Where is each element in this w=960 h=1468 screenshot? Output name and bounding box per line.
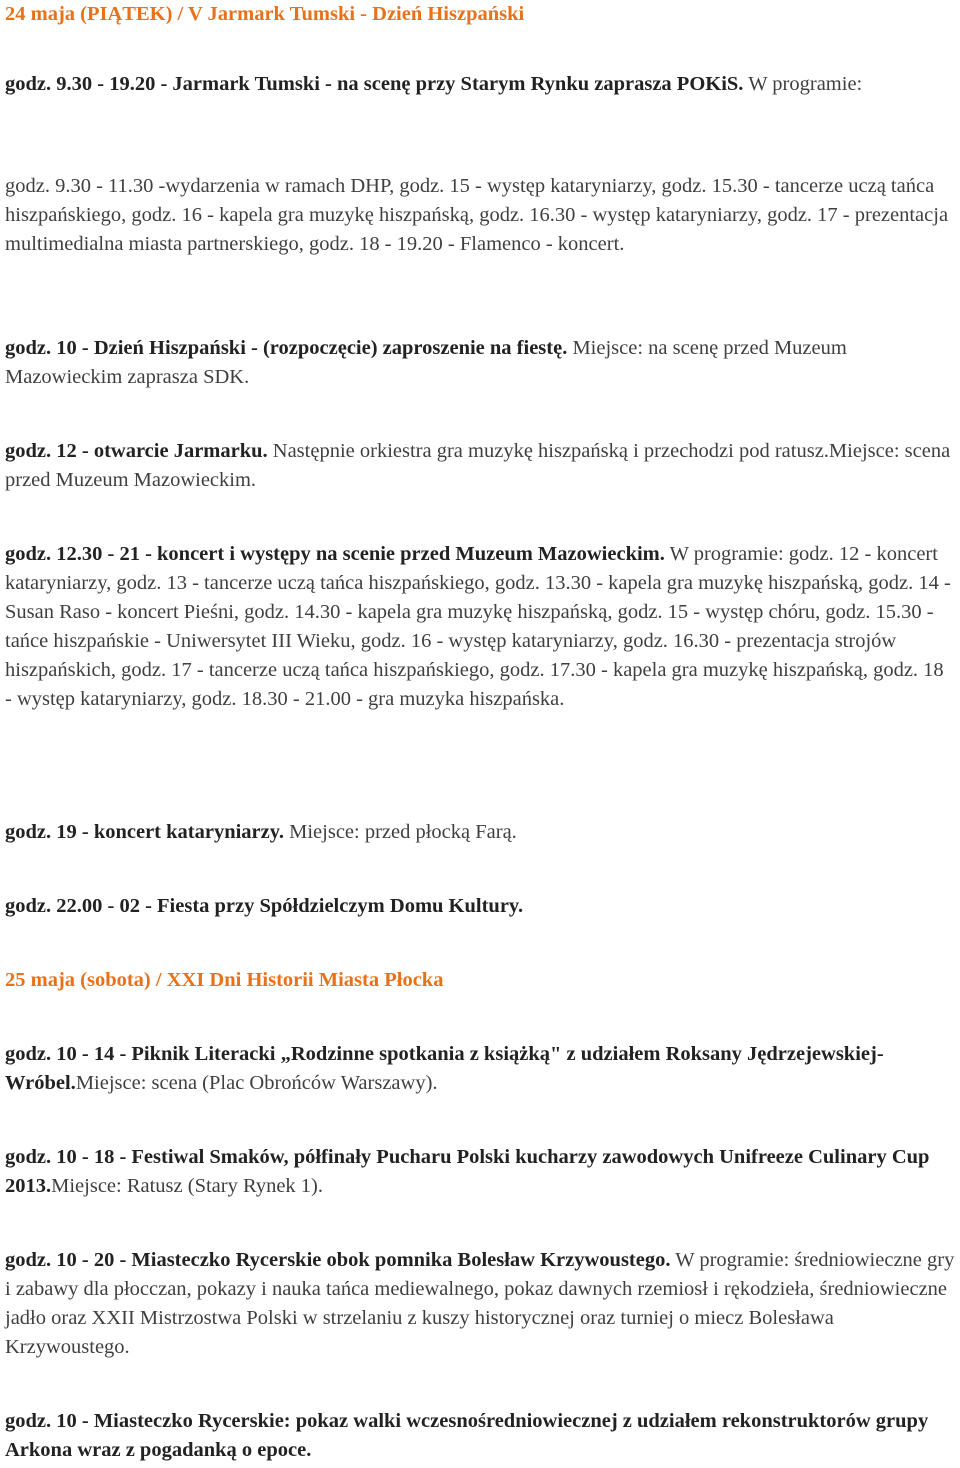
paragraph-text: W programie: godz. 12 - koncert kataryniarzy, godz. 13 - tancerze uczą tańca hiszpańskiego, godz. 13.30 - kapela gra muzykę hiszpańską, godz. 14 - Susan Raso - koncert Pieśni, godz. 14.30 - kapela gra muzykę hiszpańską, godz. 15 - występ chóru, godz. 15.30 -tańce hiszpańskie - Uniwersytet III Wieku, godz. 16 - występ kataryniarzy, godz. 16.30 - prezentacja strojów hiszpańskich, godz. 17 - tancerze uczą tańca hiszpańskiego, godz. 17.30 - kapela gra muzykę hiszpańską, godz. 18 - występ kataryniarzy, godz. 18.30 - 21.00 - gra muzyka hiszpańska.	[5, 543, 951, 710]
paragraph-text: W programie: średniowieczne gry i zabawy dla płocczan, pokazy i nauka tańca mediewalnego, pokaz dawnych rzemiosł i rękodzieła, średniowieczne jadło oraz XXII Mistrzostwa Polski w strzelaniu z kuszy historycznej oraz turniej o miecz Bolesława Krzywoustego.	[5, 1249, 955, 1358]
paragraph-bold: godz. 12.30 - 21 - koncert i występy na scenie przed Muzeum Mazowieckim.	[5, 543, 665, 565]
paragraph-piknik-literacki	[5, 1040, 955, 1098]
heading-may-25: 25 maja (sobota) / XXI Dni Historii Miasta Płocka	[5, 969, 444, 991]
paragraph-text: Miejsce: scena (Plac Obrońców Warszawy).	[75, 1072, 438, 1094]
paragraph-bold: godz. 10 - Miasteczko Rycerskie: pokaz walki wczesnośredniowiecznej z udziałem rekonstruktorów grupy Arkona wraz z pogadanką o epoce.	[5, 1410, 929, 1461]
paragraph-festiwal-smakow	[5, 1143, 955, 1201]
paragraph-bold: godz. 22.00 - 02 - Fiesta przy Spółdzielczym Domu Kultury.	[5, 895, 524, 917]
paragraph-dhp-program: godz. 9.30 - 11.30 -wydarzenia w ramach DHP, godz. 15 - występ kataryniarzy, godz. 15.30 - tancerze uczą tańca hiszpańskiego, godz. 16 - kapela gra muzykę hiszpańską, godz. 16.30 - występ kataryniarzy, godz. 17 - prezentacja multimedialna miasta partnerskiego, godz. 18 - 19.20 - Flamenco - koncert.	[5, 175, 949, 255]
paragraph-text: Miejsce: na scenę przed Muzeum Mazowieckim zaprasza SDK.	[5, 337, 847, 388]
paragraph-bold: godz. 9.30 - 19.20 - Jarmark Tumski - na scenę przy Starym Rynku zaprasza POKiS.	[5, 73, 744, 95]
paragraph-koncert-kataryniarzy	[5, 818, 955, 847]
paragraph-bold: godz. 10 - 18 - Festiwal Smaków, półfinały Pucharu Polski kucharzy zawodowych Unifreeze Culinary Cup 2013.	[5, 1146, 930, 1197]
paragraph-otwarcie-jarmarku	[5, 437, 955, 495]
paragraph-pokaz-walki	[5, 1407, 955, 1465]
paragraph-fiesta	[5, 892, 955, 921]
paragraph-dzien-hiszpanski	[5, 334, 955, 392]
paragraph-jarmark-tumski	[5, 70, 955, 99]
paragraph-bold: godz. 10 - 20 - Miasteczko Rycerskie obok pomnika Bolesław Krzywoustego.	[5, 1249, 671, 1271]
paragraph-text: W programie:	[743, 73, 863, 95]
paragraph-text: Miejsce: przed płocką Farą.	[284, 821, 517, 843]
paragraph-bold: godz. 19 - koncert kataryniarzy.	[5, 821, 284, 843]
paragraph-text: Następnie orkiestra gra muzykę hiszpańską i przechodzi pod ratusz.Miejsce: scena przed Muzeum Mazowieckim.	[5, 440, 951, 491]
paragraph-koncert-muzeum	[5, 540, 955, 714]
paragraph-miasteczko-rycerskie	[5, 1246, 955, 1362]
heading-may-24: 24 maja (PIĄTEK) / V Jarmark Tumski - Dzień Hiszpański	[5, 3, 525, 25]
paragraph-bold: godz. 12 - otwarcie Jarmarku.	[5, 440, 268, 462]
paragraph-bold: godz. 10 - 14 - Piknik Literacki „Rodzinne spotkania z książką" z udziałem Roksany Jędrzejewskiej-Wróbel.	[5, 1043, 884, 1094]
paragraph-text: Miejsce: Ratusz (Stary Rynek 1).	[51, 1175, 324, 1197]
paragraph-bold: godz. 10 - Dzień Hiszpański - (rozpoczęcie) zaproszenie na fiestę.	[5, 337, 568, 359]
